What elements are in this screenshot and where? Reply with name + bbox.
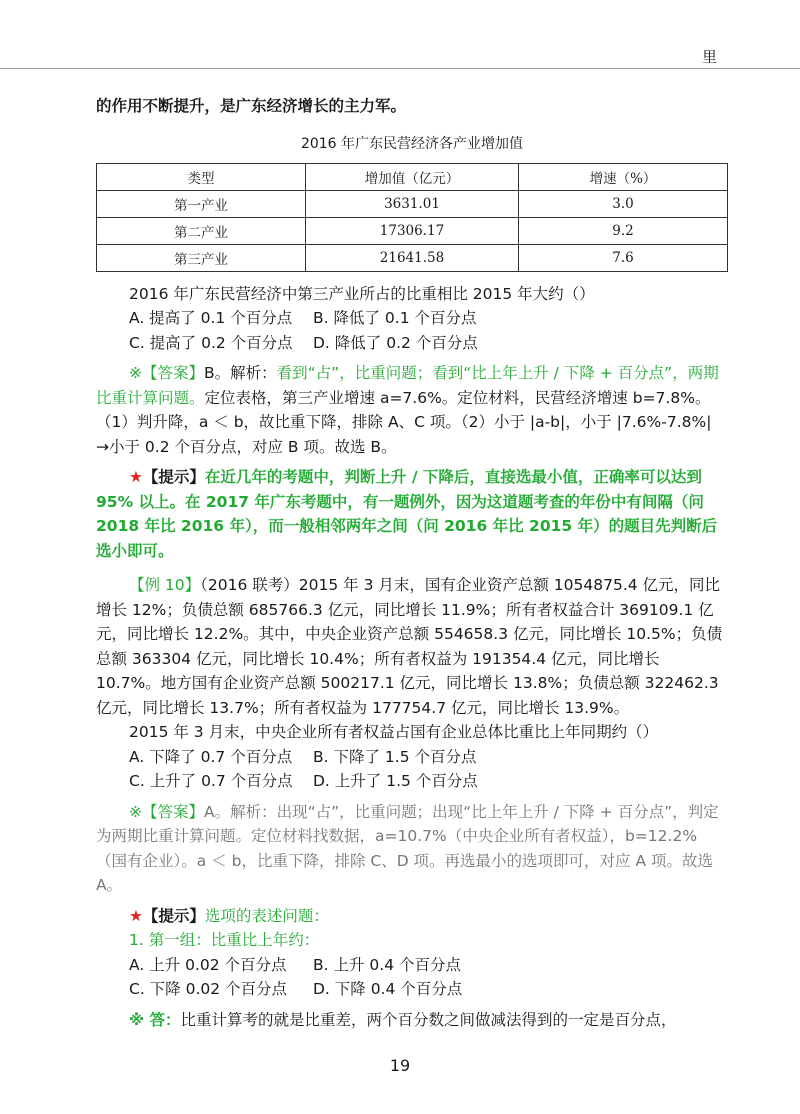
table-cell: 7.6 xyxy=(519,244,728,271)
answer-text: 定位表格，第三产业增速 a=7.6%。定位材料，民营经济增速 b=7.8%。（1）判升降，a ＜ b，故比重下降，排除 A、C 项。（2）小于 |a-b|，小于 |7.6%-7.8%| →小于 0.2 个百分点，对应 B 项。故选 B。 xyxy=(96,388,712,456)
running-header-mark: 里 xyxy=(702,48,718,66)
example-text: （2016 联考）2015 年 3 月末，国有企业资产总额 1054875.4 亿元，同比增长 12%；负债总额 685766.3 亿元，同比增长 11.9%；所有者权益合计 369109.1 亿元，同比增长 12.2%。其中，中央企业资产总额 554658.3 亿元，同比增长 10.5%；负债总额 363304 亿元，同比增长 10.4%；所有者权益为 191354.4 亿元，同比增长 10.7%。地方国有企业资产总额 500217.1 亿元，同比增长 13.8%；负债总额 322462.3 亿元，同比增长 13.7%；所有者权益为 177754.7 亿元，同比增长 13.9%。 xyxy=(96,576,723,717)
answer-2 xyxy=(96,800,728,898)
answer-letter: B。 xyxy=(204,364,231,382)
question-2-options-row-2 xyxy=(96,769,728,794)
col-type-header: 类型 xyxy=(97,163,306,190)
table-cell: 21641.58 xyxy=(306,244,519,271)
answer-mark: ※【答案】 xyxy=(129,364,204,382)
tip-2-title xyxy=(96,904,728,929)
option-a: A. 提高了 0.1 个百分点 xyxy=(129,309,293,327)
example-10 xyxy=(96,573,728,720)
table-header-row xyxy=(97,163,728,190)
table-caption: 2016 年广东民营经济各产业增加值 xyxy=(300,135,524,152)
industry-table xyxy=(96,163,728,272)
option-d: D. 下降 0.4 个百分点 xyxy=(313,980,463,998)
table-cell: 17306.17 xyxy=(306,217,519,244)
option-d: D. 上升了 1.5 个百分点 xyxy=(313,772,478,790)
col-value-header: 增加值（亿元） xyxy=(306,163,519,190)
page-content xyxy=(96,94,728,1032)
table-cell: 第二产业 xyxy=(97,217,306,244)
question-2: 2015 年 3 月末，中央企业所有者权益占国有企业总体比重比上年同期约（） xyxy=(129,723,659,741)
table-cell: 3631.01 xyxy=(306,190,519,217)
answer-text: A。解析：出现“占”，比重问题；出现“比上年上升 / 下降 + 百分点”，判定为两期比重计算问题。定位材料找数据，a=10.7%（中央企业所有者权益），b=12.2%（国有企业）。a ＜ b，比重下降，排除 C、D 项。再选最小的选项即可，对应 A 项。故选 A。 xyxy=(96,802,719,894)
question-2-options-row-1 xyxy=(96,745,728,770)
table-row xyxy=(97,244,728,271)
table-cell: 9.2 xyxy=(519,217,728,244)
tip-label: 【提示】 xyxy=(142,906,205,925)
table-cell: 第三产业 xyxy=(97,244,306,271)
tip-2-options-row-2 xyxy=(96,977,728,1002)
answer-keypoint: 看到“占”，比重问题；看到“比上年上升 / 下降 + 百分点”，两期比重计算问题。 xyxy=(96,364,719,407)
star-icon: ★ xyxy=(129,468,143,486)
table-cell: 3.0 xyxy=(519,190,728,217)
intro-line: 的作用不断提升，是广东经济增长的主力军。 xyxy=(96,97,407,115)
question-1: 2016 年广东民营经济中第三产业所占的比重相比 2015 年大约（） xyxy=(129,284,595,303)
tip-text: 在近几年的考题中，判断上升 / 下降后，直接选最小值，正确率可以达到 95% 以上。在 2017 年广东考题中，有一题例外，因为这道题考查的年份中有间隔（问 2018 年比 2016 年），而一般相邻两年之间（问 2016 年比 2015 年）的题目先判断后选小即可。 xyxy=(96,468,718,560)
table-cell: 第一产业 xyxy=(97,190,306,217)
option-b: B. 下降了 1.5 个百分点 xyxy=(313,747,477,766)
answer-mark: ※ 答： xyxy=(129,1010,181,1029)
tip-title: 选项的表述问题： xyxy=(204,906,329,925)
option-c: C. 上升了 0.7 个百分点 xyxy=(129,772,293,790)
option-b: B. 上升 0.4 个百分点 xyxy=(313,955,461,974)
table-row xyxy=(97,190,728,217)
tip-label: 【提示】 xyxy=(142,468,205,486)
tip-2-options-row-1 xyxy=(96,953,728,978)
option-d: D. 降低了 0.2 个百分点 xyxy=(313,333,478,352)
tip-1 xyxy=(96,465,728,563)
option-b: B. 降低了 0.1 个百分点 xyxy=(313,309,477,327)
page-number: 19 xyxy=(389,1056,411,1075)
star-icon: ★ xyxy=(129,906,143,925)
analysis-label: 解析： xyxy=(230,364,277,382)
answer-text: 比重计算考的就是比重差，两个百分数之间做减法得到的一定是百分点， xyxy=(180,1010,677,1029)
question-1-options-row-1 xyxy=(96,306,728,331)
question-1-options-row-2 xyxy=(96,331,728,356)
header-rule xyxy=(0,68,800,69)
table-row xyxy=(97,217,728,244)
tip-2-answer xyxy=(96,1008,728,1033)
example-label: 【例 10】 xyxy=(129,576,201,594)
option-c: C. 提高了 0.2 个百分点 xyxy=(129,333,293,352)
col-growth-header: 增速（%） xyxy=(519,163,728,190)
answer-1 xyxy=(96,361,728,459)
answer-mark: ※【答案】 xyxy=(129,802,204,821)
option-a: A. 上升 0.02 个百分点 xyxy=(129,955,287,974)
option-c: C. 下降 0.02 个百分点 xyxy=(129,980,288,998)
tip-2-group-title: 1. 第一组：比重比上年约： xyxy=(129,931,320,949)
option-a: A. 下降了 0.7 个百分点 xyxy=(129,747,293,766)
